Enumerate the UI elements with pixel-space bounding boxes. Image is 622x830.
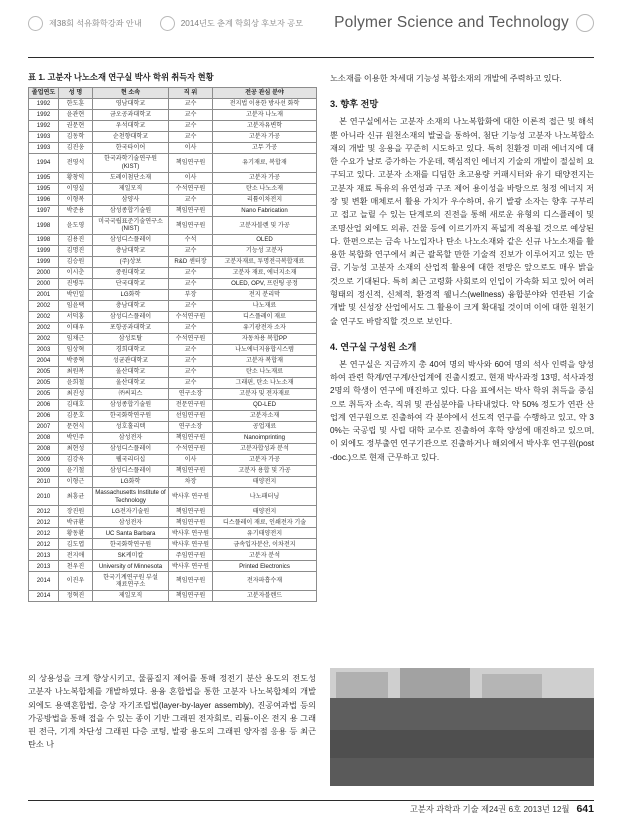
cell-year: 1993 [29,132,59,143]
cell-name: 최진성 [59,389,93,400]
cell-field: 디스플레이 재료, 인쇄전자 기술 [213,517,317,528]
cell-year: 2005 [29,367,59,378]
cell-year: 1992 [29,121,59,132]
journal-title: Polymer Science and Technology [334,14,569,31]
table-row [29,110,317,121]
cell-affiliation: 웰국리더십 [93,454,169,465]
cell-name: 이형복 [59,194,93,205]
table-row [29,154,317,173]
cell-field: QD-LED [213,399,317,410]
cell-name: 권문현 [59,121,93,132]
cell-field: 기능성 고분자 [213,246,317,257]
cell-field: 고분자재료, 투명전극복합재료 [213,257,317,268]
cell-affiliation: 도레이첨단소재 [93,172,169,183]
col-header-year: 졸업연도 [29,88,59,99]
cell-affiliation: 한국화학연구원 [93,410,169,421]
table-row [29,454,317,465]
photo-building-1 [336,672,388,698]
cell-position: 주임연구원 [169,550,213,561]
cell-affiliation: LG전자기술원 [93,506,169,517]
cell-affiliation: 제일모직 [93,590,169,601]
cell-field: 나노에너지융합시스템 [213,345,317,356]
table-row [29,246,317,257]
cell-position: 전문연구원 [169,399,213,410]
cell-name: 박규환 [59,517,93,528]
cell-field: 태양전지 [213,476,317,487]
cell-field: 고분자 복합재 [213,356,317,367]
cell-position: 교수 [169,356,213,367]
table-caption: 표 1. 고분자 나노소재 연구실 박사 학위 취득자 현황 [28,72,214,82]
right-column [330,72,594,464]
cell-year: 2007 [29,421,59,432]
cell-position: 이사 [169,172,213,183]
journal-title-group [334,14,594,32]
photo-people-block-back [330,698,594,732]
cell-name: 천우진 [59,561,93,572]
table-row [29,572,317,591]
cell-field: 고분자 용합 및 가공 [213,465,317,476]
page-number: 641 [576,803,594,815]
cell-year: 2013 [29,550,59,561]
table-row [29,334,317,345]
cell-position: 책임연구원 [169,432,213,443]
cell-affiliation: SK케미칼 [93,550,169,561]
cell-affiliation: 삼성전자 [93,432,169,443]
cell-position: 교수 [169,110,213,121]
table-row [29,432,317,443]
cell-position: 차장 [169,476,213,487]
cell-year: 2014 [29,590,59,601]
cell-year: 2002 [29,323,59,334]
cell-affiliation: UC Santa Barbara [93,528,169,539]
header-link-2[interactable] [160,16,303,31]
cell-year: 1998 [29,216,59,235]
section-heading-lab-members: 4. 연구실 구성원 소개 [330,341,417,352]
cell-name: 진병두 [59,279,93,290]
cell-name: 박중혁 [59,356,93,367]
cell-year: 1997 [29,205,59,216]
cell-field: 고무 가공 [213,143,317,154]
cell-name: 최원복 [59,367,93,378]
cell-name: 김동학 [59,132,93,143]
header-link-2-label: 2014년도 춘계 학회상 후보자 공모 [180,19,303,28]
cell-affiliation: 삼성디스플레이 [93,465,169,476]
cell-affiliation: 충남대학교 [93,301,169,312]
table-row [29,443,317,454]
cell-name: 김용진 [59,235,93,246]
cell-affiliation: 삼성디스플레이 [93,235,169,246]
cell-field: 고분자 나노재 [213,110,317,121]
cell-affiliation: 삼성토탈 [93,334,169,345]
table-row [29,172,317,183]
cell-year: 1996 [29,194,59,205]
photo-building-3 [482,674,542,698]
cell-name: 윤관현 [59,110,93,121]
cell-year: 2008 [29,432,59,443]
cell-year: 1992 [29,110,59,121]
cell-affiliation: LG화학 [93,476,169,487]
cell-year: 2009 [29,465,59,476]
cell-affiliation: 미국국립표준기술연구소 (NIST) [93,216,169,235]
cell-year: 2000 [29,268,59,279]
cell-field: 유기재료, 복합재 [213,154,317,173]
phd-graduates-table [28,87,317,602]
cell-name: 장진원 [59,506,93,517]
cell-position: 책임연구원 [169,590,213,601]
cell-year: 2002 [29,301,59,312]
cell-affiliation: 삼성전자 [93,517,169,528]
cell-position: 책임연구원 [169,205,213,216]
cell-affiliation: 울산대학교 [93,378,169,389]
cell-field: OLED, OPV, 프린팅 공정 [213,279,317,290]
cell-name: 윤희철 [59,378,93,389]
table-row [29,550,317,561]
left-column [28,72,316,602]
cell-position: 수석연구원 [169,443,213,454]
cell-affiliation: ㈜씨피스 [93,389,169,400]
cell-field: Nano Fabrication [213,205,317,216]
cell-name: 최현성 [59,443,93,454]
cell-year: 2002 [29,334,59,345]
cell-name: 임윤택 [59,301,93,312]
cell-year: 1995 [29,183,59,194]
cell-affiliation: 금오공과대학교 [93,110,169,121]
table-row [29,290,317,301]
photo-people-block-front [330,758,594,786]
cell-affiliation: 한국기계연구원 부설 재료연구소 [93,572,169,591]
cell-name: 서덕홍 [59,312,93,323]
cell-position: 수석연구원 [169,334,213,345]
cell-position: 이사 [169,454,213,465]
cell-name: 김명진 [59,246,93,257]
cell-name: 전지애 [59,550,93,561]
table-row [29,506,317,517]
page-header [0,0,622,62]
table-row [29,590,317,601]
cell-affiliation: 삼성종합기술원 [93,205,169,216]
col-header-position: 직 위 [169,88,213,99]
cell-year: 2014 [29,572,59,591]
cell-year: 2010 [29,487,59,506]
cell-year: 1998 [29,235,59,246]
cell-affiliation: 포항공과대학교 [93,323,169,334]
circle-icon [576,14,594,32]
cell-field: 리튬이차전지 [213,194,317,205]
table-row [29,268,317,279]
cell-affiliation: 단국대학교 [93,279,169,290]
cell-position: 책임연구원 [169,517,213,528]
photo-people-block-mid [330,730,594,760]
header-link-1-label: 제38회 석유화학강좌 안내 [49,19,142,28]
cell-position: 교수 [169,301,213,312]
cell-year: 2004 [29,356,59,367]
table-row [29,216,317,235]
cell-affiliation: 삼성종합기술원 [93,399,169,410]
cell-name: 김도엽 [59,539,93,550]
cell-affiliation: 순천향대학교 [93,132,169,143]
cell-name: 박민일 [59,290,93,301]
cell-position: 박사후 연구원 [169,539,213,550]
cell-position: 선임연구원 [169,410,213,421]
cell-position: 수석연구원 [169,312,213,323]
cell-year: 2002 [29,312,59,323]
header-link-1[interactable] [28,16,142,31]
table-row [29,561,317,572]
cell-year: 1999 [29,246,59,257]
cell-name: 임채근 [59,334,93,345]
cell-position: 교수 [169,279,213,290]
cell-field: 고분자 가공 [213,172,317,183]
col-header-affiliation: 현 소속 [93,88,169,99]
table-row [29,528,317,539]
table-row [29,367,317,378]
cell-affiliation: 충남대학교 [93,246,169,257]
table-row [29,378,317,389]
cell-year: 2005 [29,389,59,400]
cell-position: 교수 [169,378,213,389]
cell-field: 고분자 가공 [213,454,317,465]
cell-affiliation: University of Minnesota [93,561,169,572]
right-paragraph-2: 본 연구실에서는 고분자 소재의 나노복합화에 대한 이론적 접근 및 해석뿐 아니라 신규 원천소재의 발굴을 통하여, 첨단 기능성 고분자 나노복합소재의 개발 및 응용을 꾸준히 시도하고 있다. 특히 친환경 미래 에너지에 대한 수요가 날로 증가하는 가운데, 핵심적인 에너지 기술의 개발이 절실히 요구되고 있다. 고분자 소재를 디딤한 초고용량 커패시터와 유기 태양전지는 고분자 재료 특유의 유연성과 구조 제어 용이성을 바탕으로 청정 에너지 저장 및 변환 매체로서 활용 가치가 우수하며, 유기 발광 소자는 향후 구부리고 접고 늘릴 수 있는 단계로의 진전을 통해 새로운 유형의 디스플레이 및 조명산업 외에도 의류, 건물 등에 이르기까지 폭넓게 적용될 것으로 예상된다. 한편으로는 금속 나노입자나 탄소 나노소재와 같은 신규 나노소재를 활용한 복합화 연구에서 최근 괄목할 만한 기술적 진보가 이루어지고 있는 만큼, 기능성 고분자 소재의 산업적 활용에 대한 전망은 앞으로도 매우 밝을 것으로 기대된다. 특히 최근 고령화 사회로의 인입이 가속화 되고 있어 여러 형태의 정신적, 신체적, 환경적 웰니스(wellness) 융합분야와 연관된 기술 개발 및 신성장 산업에서도 그 활용이 크게 확대될 것이며 이에 대한 원천기술 연구도 바람직할 것으로 보인다. [330,117,594,326]
cell-position: 박사후 연구원 [169,487,213,506]
cell-position: 교수 [169,345,213,356]
section-heading-future-outlook: 3. 향후 전망 [330,99,379,110]
table-row [29,399,317,410]
table-row [29,257,317,268]
cell-field: 고분자 가공 [213,132,317,143]
cell-year: 2012 [29,517,59,528]
col-header-name: 성 명 [59,88,93,99]
cell-name: 윤기철 [59,465,93,476]
cell-position: 교수 [169,99,213,110]
cell-year: 2006 [29,410,59,421]
lab-group-photo [330,668,594,786]
cell-year: 1995 [29,172,59,183]
cell-affiliation: 삼성디스플레이 [93,312,169,323]
cell-name: 황동환 [59,528,93,539]
table-row [29,143,317,154]
cell-name: 이진우 [59,572,93,591]
cell-field: 유기광전자 소자 [213,323,317,334]
cell-position: 연구소장 [169,389,213,400]
cell-name: 김강욱 [59,454,93,465]
cell-affiliation: 삼양사 [93,194,169,205]
cell-year: 1992 [29,99,59,110]
cell-field: 고분자합성과 분석 [213,443,317,454]
cell-name: 윤도영 [59,216,93,235]
cell-year: 2013 [29,561,59,572]
right-paragraph-3: 본 연구실은 지금까지 총 40여 명의 박사와 60여 명의 석사 인력을 양성하여 관련 학계/연구계/산업계에 진출시켰고, 현재 박사과정 13명, 석사과정 2명의 학생이 연구에 매진하고 있다. 다음 표에서는 박사 학위 취득을 중심으로 취득자 소속, 직위 및 관심분야를 나타내었다. 약 50% 정도가 연관 산업계 연구원으로 진출하여 각 분야에서 선도적 연구를 수행하고 있고, 약 30%는 국공립 및 사립 대학 교수로 진출하여 후학 양성에 매진하고 있으며, 이 외에도 정부출연 연구기관으로 진출하거나 해외에서 박사후 연구원(post-doc.)으로 현재 근무하고 있다. [330,359,594,462]
cell-field: 고분자 및 전자재료 [213,389,317,400]
table-row [29,132,317,143]
table-row [29,487,317,506]
cell-affiliation: Massachusetts Institute of Technology [93,487,169,506]
cell-name: 이영실 [59,183,93,194]
cell-name: 김승원 [59,257,93,268]
col-header-field: 전공 관심 분야 [213,88,317,99]
cell-field: 탄소 나노소재 [213,183,317,194]
cell-field: 고분자 분석 [213,550,317,561]
cell-name: 전영석 [59,154,93,173]
table-body [29,99,317,602]
table-row [29,465,317,476]
table-row [29,389,317,400]
cell-name: 문현식 [59,421,93,432]
cell-field: 고분자유변학 [213,121,317,132]
cell-position: 수석연구원 [169,183,213,194]
cell-affiliation: 삼성디스플레이 [93,443,169,454]
cell-year: 2009 [29,454,59,465]
left-bottom-text [28,672,316,752]
table-row [29,345,317,356]
cell-year: 1999 [29,257,59,268]
cell-year: 2012 [29,539,59,550]
table-row [29,410,317,421]
cell-position: 박사후 연구원 [169,528,213,539]
cell-year: 1994 [29,154,59,173]
cell-name: 박민주 [59,432,93,443]
cell-field: 고분자블렌 및 가공 [213,216,317,235]
cell-year: 2005 [29,378,59,389]
table-row [29,99,317,110]
cell-field: 전지 분리막 [213,290,317,301]
header-divider [28,57,594,58]
cell-affiliation: 우석대학교 [93,121,169,132]
header-links [28,16,303,31]
cell-year: 2006 [29,399,59,410]
cell-year: 2000 [29,279,59,290]
cell-affiliation: 성호홀리텍 [93,421,169,432]
cell-position: 교수 [169,323,213,334]
cell-affiliation: LG화학 [93,290,169,301]
cell-field: OLED [213,235,317,246]
cell-position: R&D 센터장 [169,257,213,268]
cell-affiliation: 경희대학교 [93,345,169,356]
cell-position: 책임연구원 [169,216,213,235]
cell-field: 자동차용 복합PP [213,334,317,345]
table-row [29,279,317,290]
cell-field: 고분자블렌드 [213,590,317,601]
cell-year: 2012 [29,528,59,539]
footer-divider [28,800,594,801]
cell-name: 황창익 [59,172,93,183]
cell-position: 책임연구원 [169,506,213,517]
cell-year: 2008 [29,443,59,454]
cell-name: 이태우 [59,323,93,334]
table-row [29,356,317,367]
cell-affiliation: 한국화학연구원 [93,539,169,550]
cell-field: 디스플레이 재료 [213,312,317,323]
cell-field: 나노재료 [213,301,317,312]
cell-field: 공업재료 [213,421,317,432]
cell-field: 태양전지 [213,506,317,517]
cell-position: 교수 [169,194,213,205]
cell-position: 책임연구원 [169,154,213,173]
table-row [29,421,317,432]
cell-year: 2003 [29,345,59,356]
cell-year: 2001 [29,290,59,301]
cell-name: 이시춘 [59,268,93,279]
table-row [29,539,317,550]
circle-icon [28,16,43,31]
left-paragraph: 의 상용성을 크게 향상시키고, 물품질지 제어를 통해 정전기 분산 용도의 전도성 고분자 나노복합체를 개발하였다. 용융 혼합법을 통한 고분자 나노복합체의 개발 외에도 용액혼합법, 층상 자기조립법(layer-by-layer assembly), 진공여과법 등의 가공방법을 통해 접을 수 있는 종이 기반 그래핀 전자회로, 리튬-이온 전지 용 그래핀 전극, 기계 차단성 그래핀 다층 코팅, 발광 용도의 그래핀 양자점 응용 등 최근 탄소 나 [28,674,316,750]
cell-affiliation: 중원대학교 [93,268,169,279]
cell-position: 연구소장 [169,421,213,432]
table-row [29,194,317,205]
table-header-row [29,88,317,99]
cell-name: 김진웅 [59,143,93,154]
cell-name: 한도훈 [59,99,93,110]
cell-name: 정혁진 [59,590,93,601]
cell-field: 금속입자분산, 이차전지 [213,539,317,550]
cell-position: 부장 [169,290,213,301]
cell-name: 최흥균 [59,487,93,506]
table-row [29,476,317,487]
footer-text: 고분자 과학과 기술 제24권 6호 2013년 12월 [409,804,570,814]
table-row [29,183,317,194]
cell-year: 1993 [29,143,59,154]
table-row [29,121,317,132]
photo-building-2 [400,668,470,698]
cell-name: 임상혁 [59,345,93,356]
cell-field: 전지법 이용한 방사선 화학 [213,99,317,110]
cell-affiliation: 한국과학기술연구원 (KIST) [93,154,169,173]
right-paragraph-1: 노소재를 이용한 차세대 기능성 복합소재의 개발에 주력하고 있다. [330,74,562,83]
cell-year: 2012 [29,506,59,517]
cell-field: Printed Electronics [213,561,317,572]
cell-position: 교수 [169,268,213,279]
circle-icon [160,16,175,31]
table-row [29,517,317,528]
cell-affiliation: 울산대학교 [93,367,169,378]
cell-field: 고분자 재료, 에너지소재 [213,268,317,279]
table-row [29,323,317,334]
cell-name: 김태호 [59,399,93,410]
cell-field: 나노패터닝 [213,487,317,506]
cell-name: 박준용 [59,205,93,216]
cell-name: 이형근 [59,476,93,487]
cell-field: 그래핀, 탄소 나노소재 [213,378,317,389]
table-row [29,205,317,216]
table-row [29,312,317,323]
cell-affiliation: 제일모직 [93,183,169,194]
cell-affiliation: 성균관대학교 [93,356,169,367]
cell-field: Nanoimprinting [213,432,317,443]
cell-year: 2010 [29,476,59,487]
cell-affiliation: 영남대학교 [93,99,169,110]
cell-position: 교수 [169,132,213,143]
cell-position: 책임연구원 [169,572,213,591]
cell-position: 책임연구원 [169,465,213,476]
cell-name: 김문호 [59,410,93,421]
cell-position: 이사 [169,143,213,154]
cell-field: 전자파흡수재 [213,572,317,591]
cell-field: 고분자소재 [213,410,317,421]
table-row [29,301,317,312]
cell-position: 교수 [169,367,213,378]
cell-position: 수석 [169,235,213,246]
cell-position: 박사후 연구원 [169,561,213,572]
cell-position: 교수 [169,121,213,132]
cell-field: 유기태양전지 [213,528,317,539]
cell-position: 교수 [169,246,213,257]
cell-affiliation: (주)상보 [93,257,169,268]
table-row [29,235,317,246]
cell-field: 탄소 나노재료 [213,367,317,378]
page-footer [410,803,594,815]
cell-affiliation: 한국타이어 [93,143,169,154]
